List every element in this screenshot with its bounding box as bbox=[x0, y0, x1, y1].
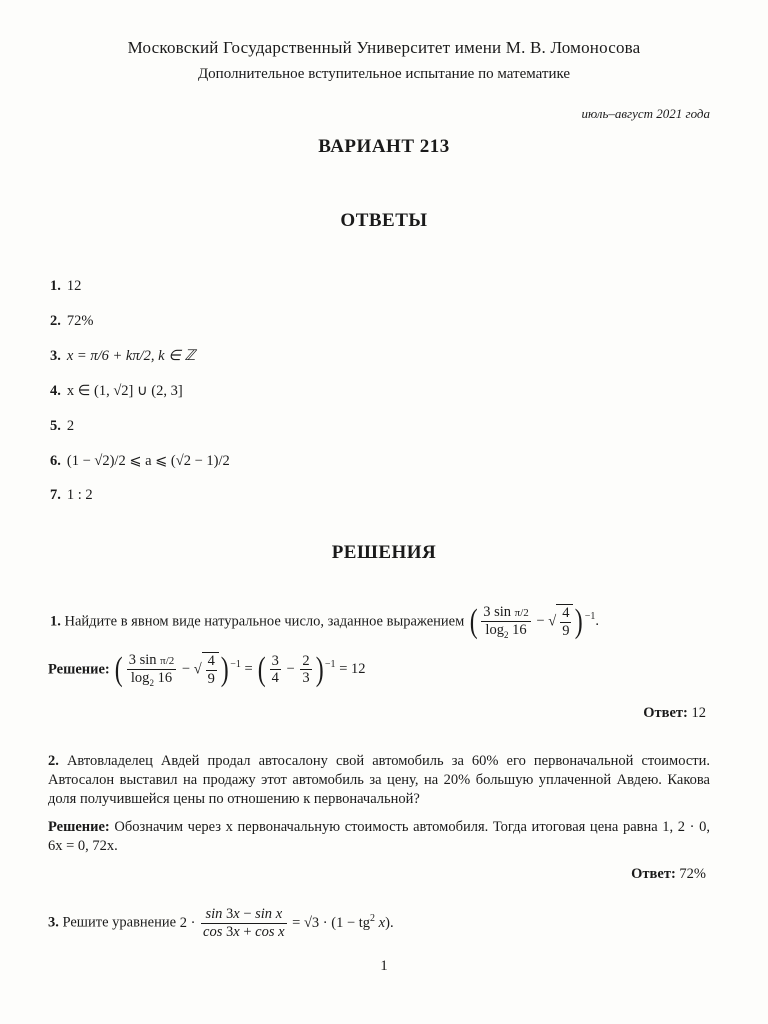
answer-item bbox=[50, 313, 93, 330]
answer-item bbox=[50, 383, 183, 400]
problem-1-answer bbox=[643, 705, 706, 722]
solution-label: Решение: bbox=[48, 819, 110, 835]
problem-1-solution bbox=[48, 652, 366, 688]
answer-item bbox=[50, 418, 74, 435]
answer-item bbox=[50, 348, 195, 365]
exam-title: Дополнительное вступительное испытание по математике bbox=[197, 66, 571, 82]
problem-text: Найдите в явном виде натуральное число, заданное выражением bbox=[64, 613, 465, 630]
answer-number: 2. bbox=[50, 313, 61, 329]
answer-text: x ∈ (1, √2] ∪ (2, 3] bbox=[66, 383, 183, 399]
answer-label: Ответ: bbox=[643, 705, 688, 721]
exam-date: июль–август 2021 года bbox=[581, 106, 710, 121]
answer-number: 1. bbox=[50, 278, 61, 294]
problem-number: 3. bbox=[48, 914, 59, 931]
answer-item bbox=[50, 278, 81, 295]
answer-number: 4. bbox=[50, 383, 61, 399]
answer-number: 5. bbox=[50, 418, 61, 434]
problem-text: Решите уравнение bbox=[62, 914, 177, 931]
problem-3-equation: 2 · $\frac{\text{sin 3x − sin x}}{\text{cos 3x + cos x}}$ = $√3 \cdot (1 - tg^2$ x). bbox=[179, 906, 394, 940]
answer-item bbox=[50, 453, 230, 470]
answer-text: 12 bbox=[66, 278, 82, 294]
answer-value: 12 bbox=[691, 705, 706, 721]
answer-text: x = π/6 + kπ/2, k ∈ ℤ bbox=[66, 348, 196, 364]
variant-title: ВАРИАНТ 213 bbox=[318, 136, 450, 157]
answer-text: (1 − √2)/2 ⩽ a ⩽ (√2 − 1)/2 bbox=[66, 453, 230, 469]
problem-1-statement bbox=[50, 604, 599, 640]
problem-number: 2. bbox=[48, 753, 59, 769]
answer-text: 1 : 2 bbox=[66, 487, 93, 503]
solutions-heading: РЕШЕНИЯ bbox=[331, 542, 437, 563]
answer-number: 3. bbox=[50, 348, 61, 364]
problem-3-statement bbox=[48, 906, 394, 940]
university-name: Московский Государственный Университет имени М. В. Ломоносова bbox=[127, 38, 641, 57]
problem-2-solution bbox=[48, 818, 710, 856]
problem-text: Автовладелец Авдей продал автосалону свой автомобиль за 60% его первоначальной стоимости. Автосалон выставил на продажу этот автомобиль за цену, на 20% большую уплаченной Авдею. Какова доля получившейся цены по отношению к первоначальной? bbox=[48, 753, 710, 807]
problem-1-expression: ( $\frac{\text{3 sin π/2}}{\log_2 16}$ − √ $\frac{4}{9}$ ) $^{-1}$. bbox=[469, 602, 600, 640]
answer-text: 72% bbox=[66, 313, 94, 329]
problem-2-answer bbox=[631, 866, 706, 883]
answer-item bbox=[50, 487, 93, 504]
answer-value: 72% bbox=[679, 866, 706, 882]
answers-heading: ОТВЕТЫ bbox=[340, 210, 428, 231]
page-number: 1 bbox=[380, 958, 388, 974]
problem-2-statement bbox=[48, 752, 710, 809]
answer-label: Ответ: bbox=[631, 866, 676, 882]
solution-text: Обозначим через x первоначальную стоимость автомобиля. Тогда итоговая цена равна 1, 2 · 0, 6x = 0, 72x. bbox=[48, 819, 710, 854]
answer-number: 7. bbox=[50, 487, 61, 503]
solution-expression: ( $\frac{\text{3 sin π/2}}{\log_2 16}$ − √ $\frac{4}{9}$ ) $^{-1}$ = ( $\frac{3}{4}$ − $\frac{2}{3}$ ) $^{-1}$ = 12 bbox=[115, 650, 366, 688]
problem-number: 1. bbox=[50, 613, 61, 630]
solution-label: Решение: bbox=[48, 661, 110, 678]
answer-text: 2 bbox=[66, 418, 75, 434]
answer-number: 6. bbox=[50, 453, 61, 469]
